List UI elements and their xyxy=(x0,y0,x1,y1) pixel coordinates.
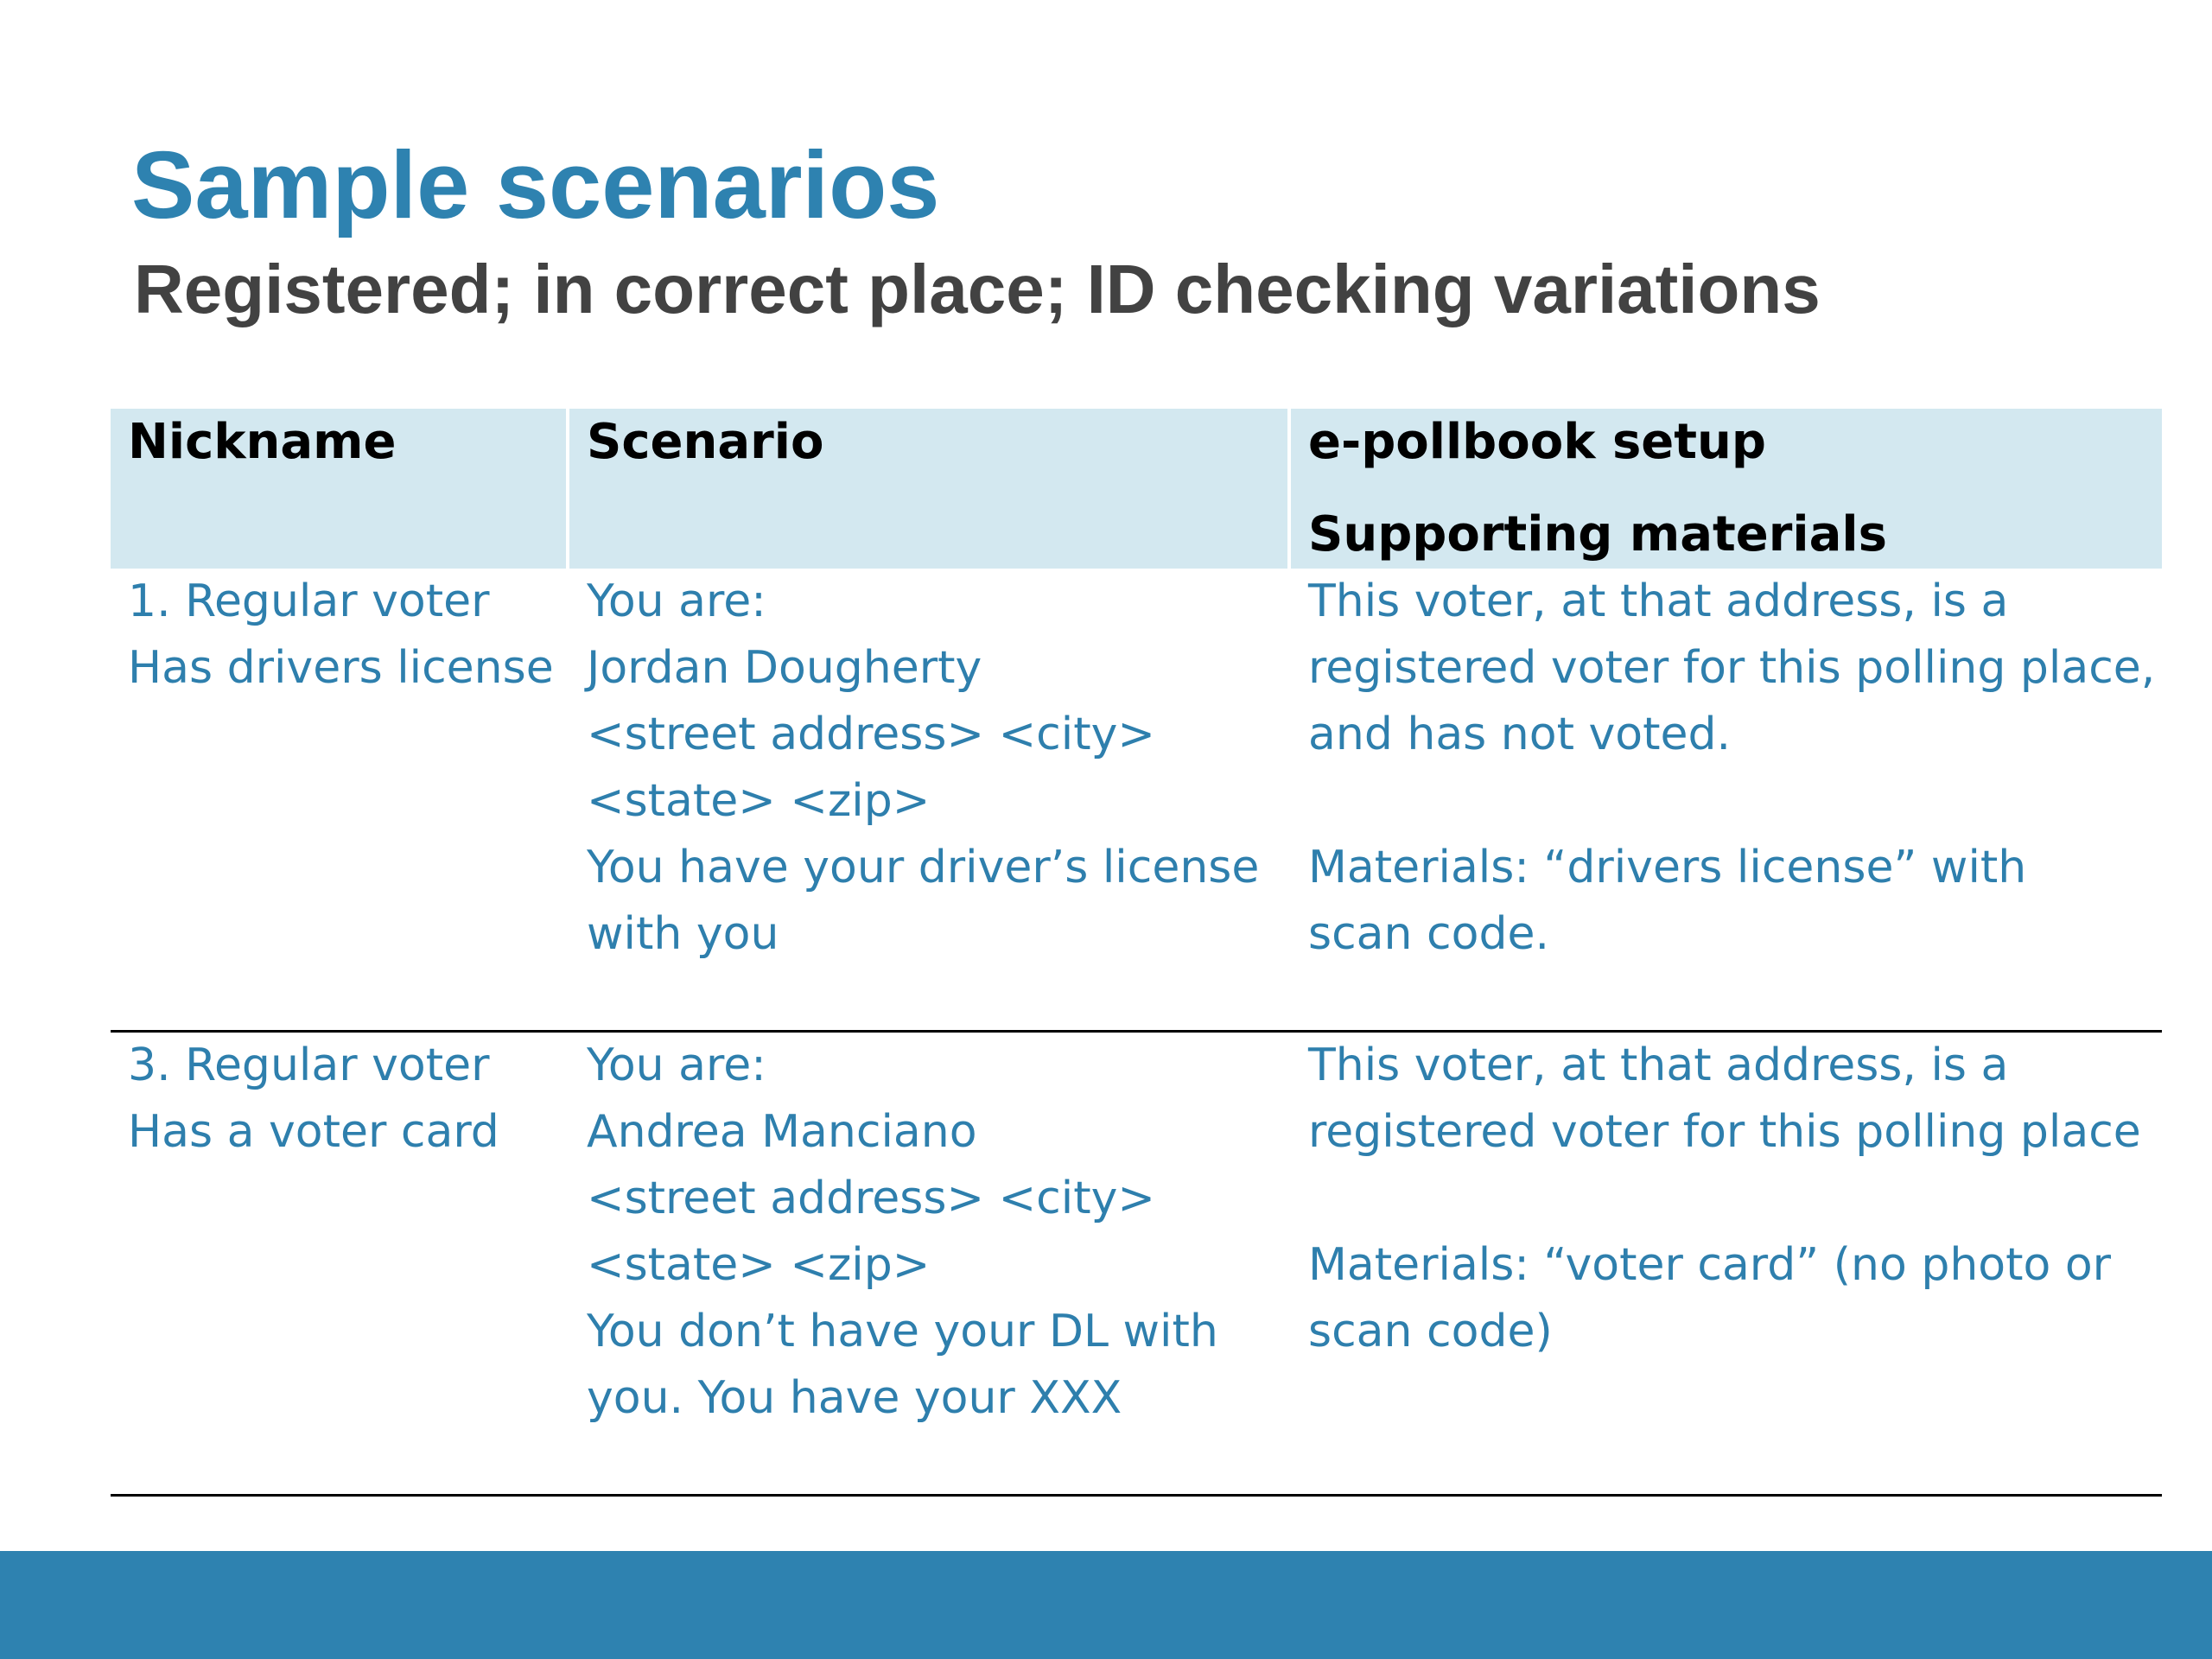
table-row xyxy=(111,569,2162,1033)
cell-line: <street address> <city> xyxy=(587,709,1155,760)
scenario-cell xyxy=(569,1033,1287,1432)
cell-line: Materials: “voter card” (no photo or xyxy=(1308,1239,2112,1291)
cell-line: 3. Regular voter xyxy=(128,1039,490,1091)
header-nickname xyxy=(111,409,566,569)
table-header-row xyxy=(111,409,2162,569)
cell-line: <state> <zip> xyxy=(587,775,931,827)
cell-line: This voter, at that address, is a xyxy=(1308,1039,2009,1091)
cell-line: and has not voted. xyxy=(1308,709,1731,760)
cell-line: You have your driver’s license xyxy=(587,842,1260,893)
cell-line: you. You have your XXX xyxy=(587,1372,1122,1424)
cell-line: registered voter for this polling place xyxy=(1308,1106,2141,1158)
slide-subtitle: Registered; in correct place; ID checking variations xyxy=(134,251,1821,327)
header-setup xyxy=(1291,409,2162,569)
cell-line: This voter, at that address, is a xyxy=(1308,575,2009,627)
footer-band xyxy=(0,1551,2212,1659)
scenarios-table xyxy=(111,409,2162,1497)
header-scenario xyxy=(569,409,1287,569)
cell-line: 1. Regular voter xyxy=(128,575,490,627)
cell-line: You don’t have your DL with xyxy=(587,1306,1218,1357)
nickname-cell xyxy=(111,569,566,702)
cell-line: <street address> <city> xyxy=(587,1173,1155,1224)
cell-line: Has a voter card xyxy=(128,1106,499,1158)
slide-title: Sample scenarios xyxy=(131,132,940,238)
setup-cell xyxy=(1291,569,2162,968)
cell-line: <state> <zip> xyxy=(587,1239,931,1291)
cell-line: You are: xyxy=(587,1039,766,1091)
cell-line xyxy=(1308,1166,2145,1232)
cell-line: scan code) xyxy=(1308,1306,1553,1357)
header-label: Supporting materials xyxy=(1308,506,1887,563)
cell-line xyxy=(1308,768,2145,835)
cell-line: registered voter for this polling place, xyxy=(1308,642,2156,694)
table-row xyxy=(111,1033,2162,1497)
cell-line: Has drivers license xyxy=(128,642,554,694)
cell-line: You are: xyxy=(587,575,766,627)
cell-line: Andrea Manciano xyxy=(587,1106,977,1158)
cell-line: Jordan Dougherty xyxy=(587,642,982,694)
nickname-cell xyxy=(111,1033,566,1166)
header-label: e-pollbook setup xyxy=(1308,414,1766,470)
header-label: Nickname xyxy=(128,414,397,470)
header-label: Scenario xyxy=(587,414,824,470)
setup-cell xyxy=(1291,1033,2162,1365)
scenario-cell xyxy=(569,569,1287,968)
cell-line: with you xyxy=(587,908,779,960)
cell-line: Materials: “drivers license” with xyxy=(1308,842,2027,893)
cell-line: scan code. xyxy=(1308,908,1549,960)
